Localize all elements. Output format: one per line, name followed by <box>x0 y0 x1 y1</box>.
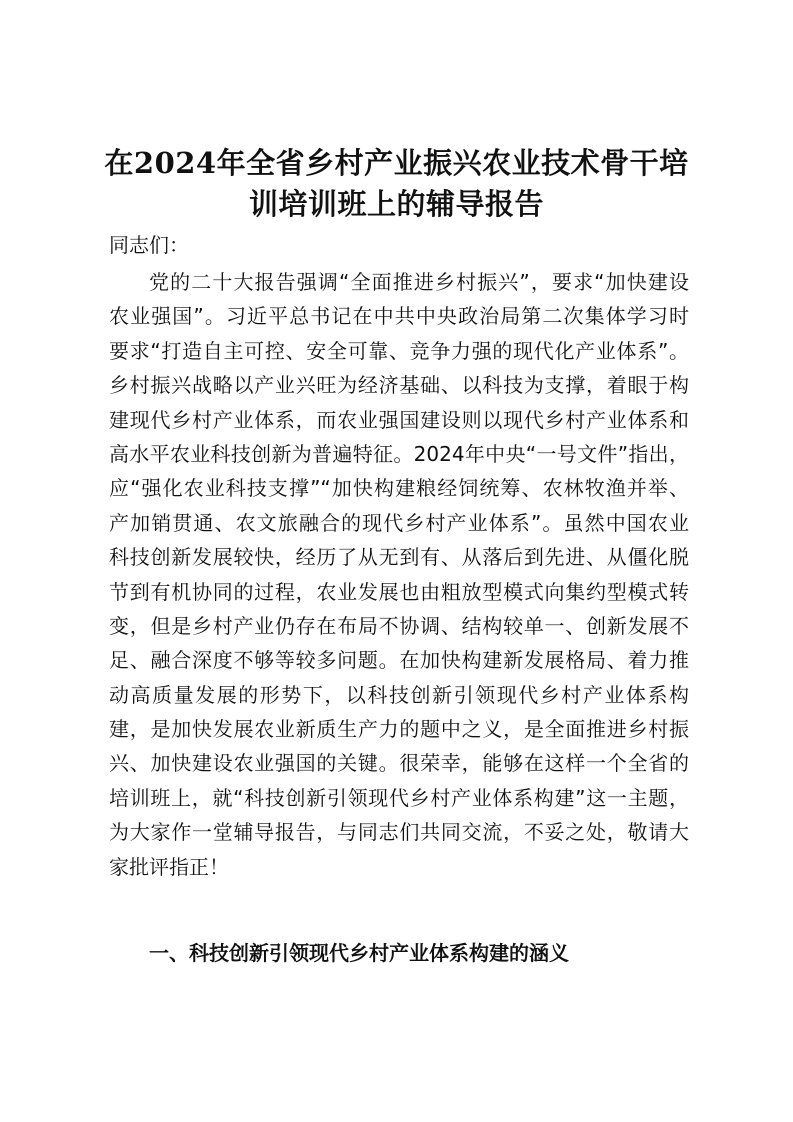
document-title <box>100 143 693 225</box>
paragraph-line: 科技创新发展较快，经历了从无到有、从落后到先进、从僵化脱 <box>109 545 689 570</box>
paragraph-line: 家批评指正！ <box>109 854 229 879</box>
title-line: 训培训班上的辅导报告 <box>248 187 544 221</box>
section-heading: 一、科技创新引领现代乡村产业体系构建的涵义 <box>149 941 569 965</box>
paragraph-line: 培训班上，就“科技创新引领现代乡村产业体系构建”这一主题， <box>109 785 689 810</box>
title-line: 在2024年全省乡村产业振兴农业技术骨干培 <box>104 146 689 180</box>
paragraph-line: 农业强国”。习近平总书记在中共中央政治局第二次集体学习时 <box>109 304 689 329</box>
paragraph-line: 乡村振兴战略以产业兴旺为经济基础、以科技为支撑，着眼于构 <box>109 373 689 398</box>
paragraph-line: 党的二十大报告强调“全面推进乡村振兴”，要求“加快建设 <box>149 270 689 294</box>
paragraph-line: 变，但是乡村产业仍存在布局不协调、结构较单一、创新发展不 <box>109 613 689 638</box>
paragraph-line: 建现代乡村产业体系，而农业强国建设则以现代乡村产业体系和 <box>109 407 689 432</box>
paragraph-line: 产加销贯通、农文旅融合的现代乡村产业体系”。虽然中国农业 <box>109 510 689 535</box>
paragraph-line: 建，是加快发展农业新质生产力的题中之义，是全面推进乡村振 <box>109 717 689 742</box>
paragraph-line: 动高质量发展的形势下，以科技创新引领现代乡村产业体系构 <box>109 682 689 707</box>
paragraph-line: 为大家作一堂辅导报告，与同志们共同交流，不妥之处，敬请大 <box>109 820 689 845</box>
paragraph-line: 足、融合深度不够等较多问题。在加快构建新发展格局、着力推 <box>109 648 689 673</box>
paragraph-line: 节到有机协同的过程，农业发展也由粗放型模式向集约型模式转 <box>109 579 689 604</box>
intro-paragraph <box>109 265 689 884</box>
paragraph-line: 兴、加快建设农业强国的关键。很荣幸，能够在这样一个全省的 <box>109 751 689 776</box>
paragraph-line: 应“强化农业科技支撑”“加快构建粮经饲统筹、农林牧渔并举、 <box>109 476 689 501</box>
salutation: 同志们： <box>109 233 189 257</box>
paragraph-line: 高水平农业科技创新为普遍特征。2024年中央“一号文件”指出， <box>109 441 689 466</box>
paragraph-line: 要求“打造自主可控、安全可靠、竞争力强的现代化产业体系”。 <box>109 338 689 363</box>
